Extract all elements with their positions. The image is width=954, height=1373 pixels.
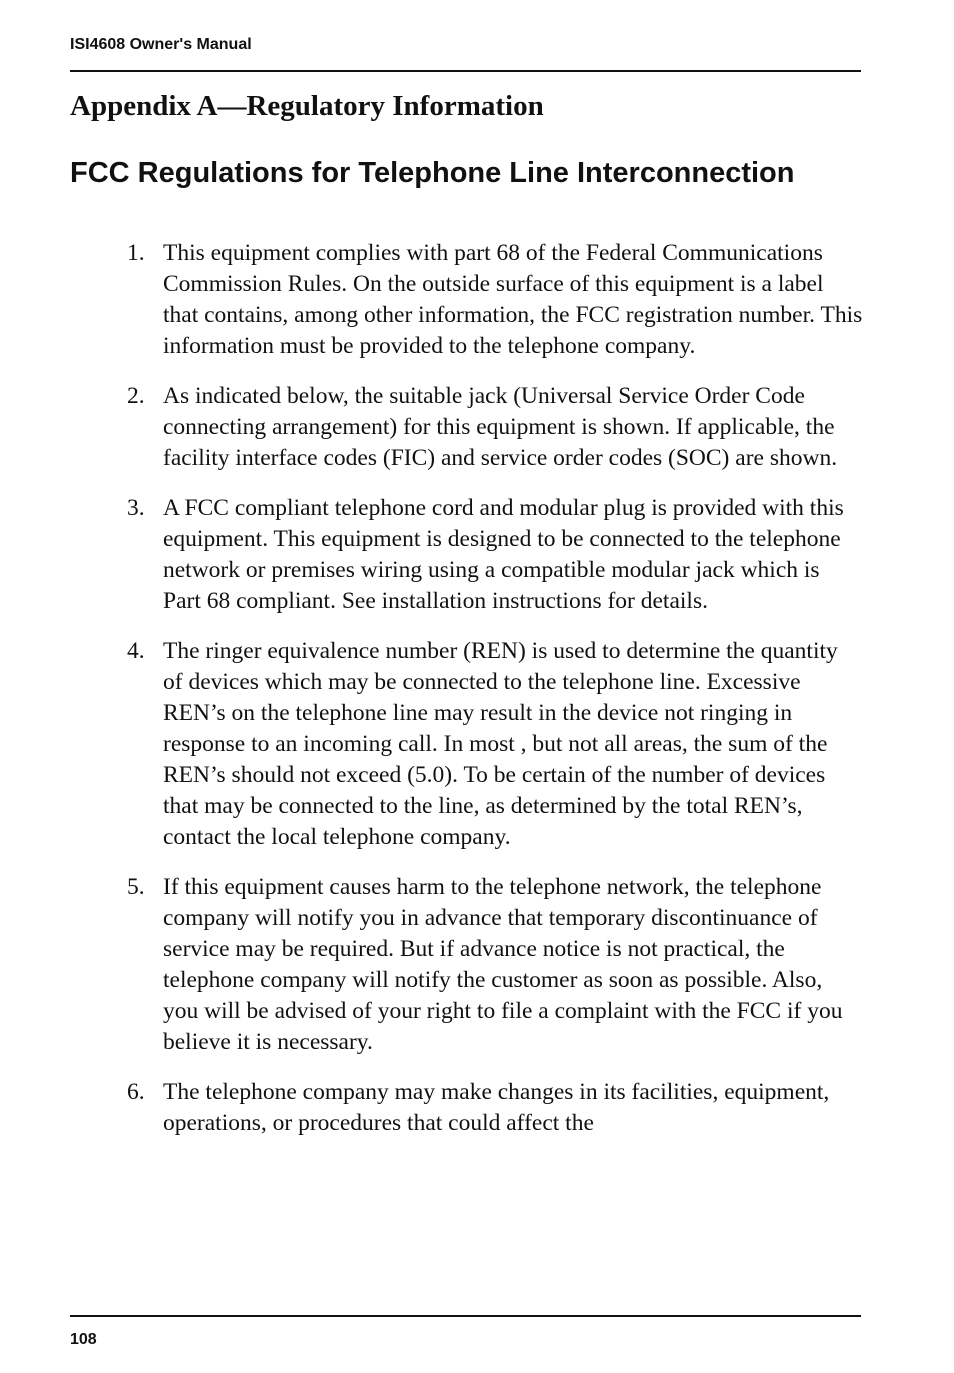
- list-item: [0, 636, 863, 853]
- item-text: This equipment complies with part 68 of the Federal Communications Commission Rules. On the outside surface of this equipment is a label that contains, among other information, the FCC registration number. This information must be provided to the telephone company.: [163, 240, 863, 359]
- item-text: The telephone company may make changes in its facilities, equipment, operations, or procedures that could affect the: [163, 1079, 830, 1136]
- item-text: If this equipment causes harm to the telephone network, the telephone company will notify you in advance that temporary discontinuance of service may be required. But if advance notice is not practical, the telephone company will notify the customer as soon as possible. Also, you will be advised of your right to file a complaint with the FCC if you believe it is necessary.: [163, 874, 843, 1055]
- list-item: [0, 381, 863, 474]
- list-item: [0, 238, 863, 362]
- item-number: 4.: [127, 638, 145, 664]
- item-number: 2.: [127, 383, 145, 409]
- item-text: The ringer equivalence number (REN) is used to determine the quantity of devices which may be connected to the telephone line. Excessive REN’s on the telephone line may result in the device not ringing in response to an incoming call. In most , but not all areas, the sum of the REN’s should not exceed (5.0). To be certain of the number of devices that may be connected to the line, as determined by the total REN’s, contact the local telephone company.: [163, 638, 838, 850]
- item-number: 5.: [127, 874, 145, 900]
- item-text: As indicated below, the suitable jack (Universal Service Order Code connecting arrangement) for this equipment is shown. If applicable, the facility interface codes (FIC) and service order codes (SOC) are shown.: [163, 383, 838, 471]
- item-number: 1.: [127, 240, 145, 266]
- appendix-title: Appendix A—Regulatory Information: [70, 90, 544, 122]
- section-title: FCC Regulations for Telephone Line Interconnection: [70, 157, 795, 189]
- item-number: 3.: [127, 495, 145, 521]
- regulation-list: [0, 238, 954, 1158]
- item-number: 6.: [127, 1079, 145, 1105]
- header-rule: [70, 70, 861, 72]
- footer-rule: [70, 1315, 861, 1317]
- running-header: ISI4608 Owner's Manual: [70, 36, 252, 53]
- page-number: 108: [70, 1331, 97, 1348]
- list-item: [0, 1077, 863, 1139]
- list-item: [0, 872, 863, 1058]
- item-text: A FCC compliant telephone cord and modular plug is provided with this equipment. This equipment is designed to be connected to the telephone network or premises wiring using a compatible modular jack which is Part 68 compliant. See installation instructions for details.: [163, 495, 844, 614]
- list-item: [0, 493, 863, 617]
